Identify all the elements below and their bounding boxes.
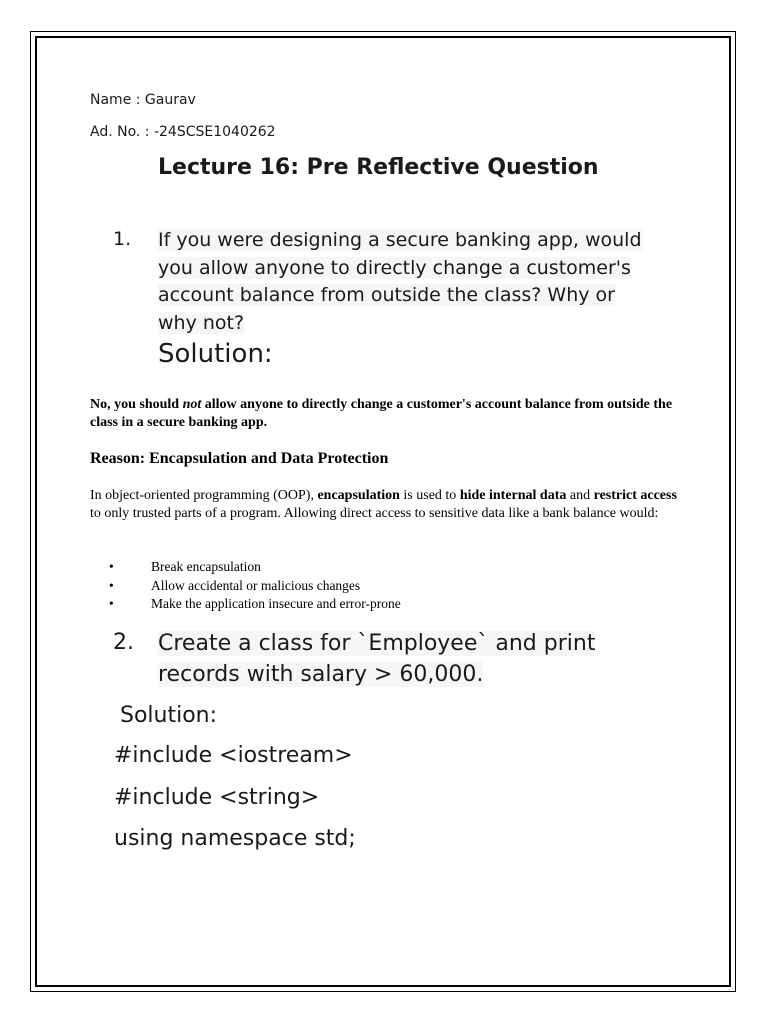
- page-title: Lecture 16: Pre Reflective Question: [158, 155, 599, 180]
- code-line: #include <iostream>: [114, 743, 353, 768]
- admission-number: Ad. No. : -24SCSE1040262: [90, 124, 276, 140]
- list-item: • Make the application insecure and error-prone: [109, 595, 401, 614]
- question-2-solution-label: Solution:: [120, 703, 218, 728]
- list-item: • Allow accidental or malicious changes: [109, 577, 401, 596]
- question-1-solution-label: Solution:: [158, 339, 273, 369]
- question-1-line: account balance from outside the class? Why or: [158, 284, 615, 306]
- code-line: #include <string>: [114, 785, 320, 810]
- question-1-number: 1.: [113, 228, 132, 250]
- question-1-line: why not?: [158, 311, 245, 334]
- reason-heading: Reason: Encapsulation and Data Protection: [90, 450, 389, 467]
- question-2-line: records with salary > 60,000.: [158, 662, 484, 687]
- code-line: using namespace std;: [114, 826, 356, 851]
- consequence-list: [109, 558, 401, 614]
- question-1-line: If you were designing a secure banking app, would: [158, 229, 642, 251]
- question-2-line: Create a class for `Employee` and print: [158, 631, 596, 656]
- student-name: Name : Gaurav: [90, 92, 196, 108]
- question-2-number: 2.: [113, 630, 134, 655]
- answer-1-intro: No, you should not allow anyone to directly change a customer's account balance from outside the class in a secure banking app.: [90, 397, 673, 430]
- reason-paragraph: In object-oriented programming (OOP), encapsulation is used to hide internal data and restrict access to only trusted parts of a program. Allowing direct access to sensitive data like a bank balance would:: [90, 488, 677, 521]
- question-1-text: [158, 227, 688, 337]
- list-item: • Break encapsulation: [109, 558, 401, 577]
- question-2-text: [158, 628, 658, 690]
- question-1-line: you allow anyone to directly change a customer's: [158, 256, 631, 279]
